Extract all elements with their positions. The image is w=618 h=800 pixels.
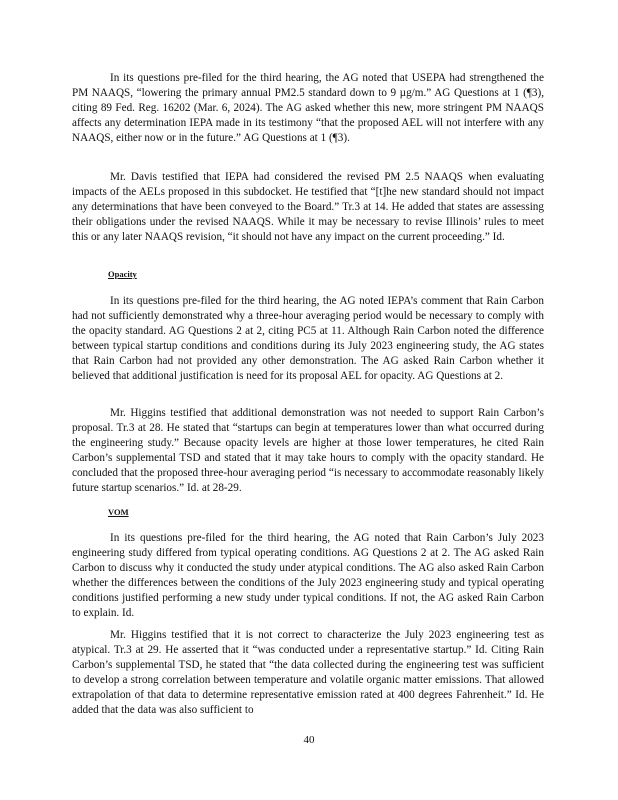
- paragraph-ag-vom-question: In its questions pre-filed for the third hearing, the AG noted that Rain Carbon’s July 2023 engineering study differed from typical operating conditions. AG Questions 2 at 2. The AG asked Rain Carbon to discuss why it conducted the study under atypical conditions. The AG also asked Rain Carbon whether the differences between the conditions of the July 2023 engineering study and typical operating conditions justified performing a new study under typical conditions. If not, the AG asked Rain Carbon to explain. Id.: [72, 532, 544, 619]
- paragraph-higgins-vom-testimony: Mr. Higgins testified that it is not correct to characterize the July 2023 engineering test as atypical. Tr.3 at 29. He asserted that it “was conducted under a representative startup.” Id. Citing Rain Carbon’s supplemental TSD, he stated that “the data collected during the engineering test was sufficient to develop a strong correlation between temperature and volatile organic matter emissions. That allowed extrapolation of that data to determine representative emission rated at 400 degrees Fahrenheit.” Id. He added that the data was also sufficient to: [72, 629, 544, 716]
- page-number: 40: [303, 734, 315, 746]
- paragraph-ag-opacity-question: In its questions pre-filed for the third hearing, the AG noted IEPA’s comment that Rain Carbon had not sufficiently demonstrated why a three-hour averaging period would be necessary to comply with the opacity standard. AG Questions 2 at 2, citing PC5 at 11. Although Rain Carbon noted the difference between typical startup conditions and conditions during its July 2023 engineering study, the AG states that Rain Carbon had not provided any other demonstration. The AG asked Rain Carbon whether it believed that additional justification is need for its proposal AEL for opacity. AG Questions at 2.: [72, 295, 544, 382]
- paragraph-higgins-opacity-testimony: Mr. Higgins testified that additional demonstration was not needed to support Rain Carbon’s proposal. Tr.3 at 28. He stated that “startups can begin at temperatures lower than what occurred during the engineering study.” Because opacity levels are higher at those lower temperatures, he cited Rain Carbon’s supplemental TSD and stated that it may take hours to comply with the opacity standard. He concluded that the proposed three-hour averaging period “is necessary to accommodate reasonably likely future startup scenarios.” Id. at 28-29.: [72, 407, 544, 494]
- section-heading-opacity: Opacity: [108, 269, 137, 279]
- paragraph-davis-testimony: Mr. Davis testified that IEPA had considered the revised PM 2.5 NAAQS when evaluating impacts of the AELs proposed in this subdocket. He testified that “[t]he new standard should not impact any determinations that have been conveyed to the Board.” Tr.3 at 14. He added that states are assessing their obligations under the revised NAAQS. While it may be necessary to revise Illinois’ rules to meet this or any later NAAQS revision, “it should not have any impact on the current proceeding.” Id.: [72, 171, 544, 243]
- section-heading-vom: VOM: [108, 507, 129, 517]
- paragraph-ag-pm-naaqs-question: In its questions pre-filed for the third hearing, the AG noted that USEPA had strengthened the PM NAAQS, “lowering the primary annual PM2.5 standard down to 9 µg/m.” AG Questions at 1 (¶3), citing 89 Fed. Reg. 16202 (Mar. 6, 2024). The AG asked whether this new, more stringent PM NAAQS affects any determination IEPA made in its testimony “that the proposed AEL will not interfere with any NAAQS, either now or in the future.” AG Questions at 1 (¶3).: [72, 72, 544, 144]
